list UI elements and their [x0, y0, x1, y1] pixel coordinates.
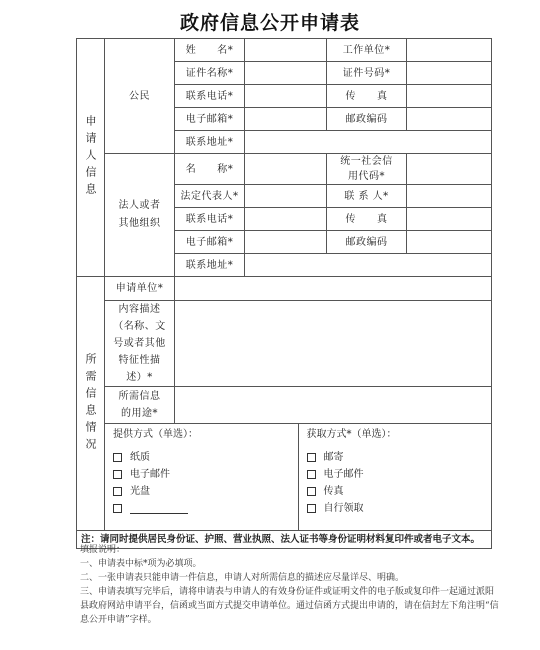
description-field[interactable] — [175, 301, 492, 387]
checkbox-icon[interactable] — [113, 470, 122, 479]
citizen-phone-label: 联系电话* — [175, 85, 245, 108]
org-phone-field[interactable] — [245, 208, 327, 231]
org-contact-label: 联 系 人* — [327, 185, 407, 208]
provide-method-label: 提供方式（单选）： — [113, 429, 198, 440]
org-email-label: 电子邮箱* — [175, 231, 245, 254]
citizen-address-field[interactable] — [245, 131, 492, 154]
instructions-heading: 填报说明： — [80, 545, 126, 555]
checkbox-icon[interactable] — [113, 487, 122, 496]
instructions — [80, 543, 500, 627]
description-label: 内容描述（名称、文号或者其他特征性描述）* — [105, 301, 175, 387]
obtain-option-pickup[interactable]: 自行领取 — [307, 500, 492, 517]
checkbox-icon[interactable] — [113, 453, 122, 462]
citizen-fax-label: 传 真 — [327, 85, 407, 108]
org-name-label: 名 称* — [175, 154, 245, 185]
org-legal-rep-field[interactable] — [245, 185, 327, 208]
application-form-table — [76, 38, 492, 549]
purpose-label: 所需信息的用途* — [105, 387, 175, 424]
request-unit-field[interactable] — [175, 277, 492, 301]
citizen-employer-field[interactable] — [407, 39, 492, 62]
identity-note: 注：请同时提供居民身份证、护照、营业执照、法人证书等身份证明材料复印件或者电子文本。 — [77, 531, 492, 549]
citizen-label: 公民 — [105, 39, 175, 154]
citizen-email-field[interactable] — [245, 108, 327, 131]
obtain-option-email[interactable]: 电子邮件 — [307, 466, 492, 483]
org-email-field[interactable] — [245, 231, 327, 254]
citizen-name-field[interactable] — [245, 39, 327, 62]
instruction-item: 一、申请表中标*项为必填项。 — [80, 559, 202, 569]
obtain-method-label: 获取方式*（单选）： — [306, 429, 397, 440]
org-fax-field[interactable] — [407, 208, 492, 231]
org-phone-label: 联系电话* — [175, 208, 245, 231]
citizen-id-type-label: 证件名称* — [175, 62, 245, 85]
obtain-option-fax[interactable]: 传真 — [307, 483, 492, 500]
checkbox-icon[interactable] — [307, 504, 316, 513]
checkbox-icon[interactable] — [307, 487, 316, 496]
other-blank-line[interactable] — [130, 504, 188, 514]
citizen-fax-field[interactable] — [407, 85, 492, 108]
citizen-employer-label: 工作单位* — [327, 39, 407, 62]
methods-cell — [105, 424, 492, 531]
provide-method-group — [105, 424, 298, 530]
citizen-id-number-field[interactable] — [407, 62, 492, 85]
citizen-name-label: 姓 名* — [175, 39, 245, 62]
requested-section-label: 所需信息情况 — [77, 277, 105, 531]
org-contact-field[interactable] — [407, 185, 492, 208]
provide-option-email[interactable]: 电子邮件 — [113, 466, 298, 483]
org-address-field[interactable] — [245, 254, 492, 277]
citizen-email-label: 电子邮箱* — [175, 108, 245, 131]
org-postcode-field[interactable] — [407, 231, 492, 254]
form-title: 政府信息公开申请表 — [179, 12, 360, 34]
applicant-section-label: 申请人信息 — [77, 39, 105, 277]
org-name-field[interactable] — [245, 154, 327, 185]
org-legal-rep-label: 法定代表人* — [175, 185, 245, 208]
citizen-id-type-field[interactable] — [245, 62, 327, 85]
citizen-address-label: 联系地址* — [175, 131, 245, 154]
checkbox-icon[interactable] — [307, 453, 316, 462]
citizen-phone-field[interactable] — [245, 85, 327, 108]
checkbox-icon[interactable] — [113, 504, 122, 513]
checkbox-icon[interactable] — [307, 470, 316, 479]
instruction-item: 二、一张申请表只能申请一件信息，申请人对所需信息的描述应尽量详尽、明确。 — [80, 573, 405, 583]
organization-label: 法人或者其他组织 — [105, 154, 175, 277]
purpose-field[interactable] — [175, 387, 492, 424]
org-fax-label: 传 真 — [327, 208, 407, 231]
instruction-item: 三、申请表填写完毕后，请将申请表与申请人的有效身份证件或证明文件的电子版或复印件一起通过派阳县政府网站申请平台，信函或当面方式提交申请单位。通过信函方式提出申请的，请在信封左下角注明“信息公开申请”字样。 — [80, 587, 499, 625]
provide-option-disc[interactable]: 光盘 — [113, 483, 298, 500]
org-credit-code-field[interactable] — [407, 154, 492, 185]
obtain-option-mail[interactable]: 邮寄 — [307, 449, 492, 466]
citizen-postcode-label: 邮政编码 — [327, 108, 407, 131]
org-credit-code-label: 统一社会信用代码* — [327, 154, 407, 185]
request-unit-label: 申请单位* — [105, 277, 175, 301]
obtain-method-group — [298, 424, 492, 530]
citizen-postcode-field[interactable] — [407, 108, 492, 131]
provide-option-paper[interactable]: 纸质 — [113, 449, 298, 466]
citizen-id-number-label: 证件号码* — [327, 62, 407, 85]
provide-option-other[interactable] — [113, 500, 298, 517]
org-address-label: 联系地址* — [175, 254, 245, 277]
org-postcode-label: 邮政编码 — [327, 231, 407, 254]
